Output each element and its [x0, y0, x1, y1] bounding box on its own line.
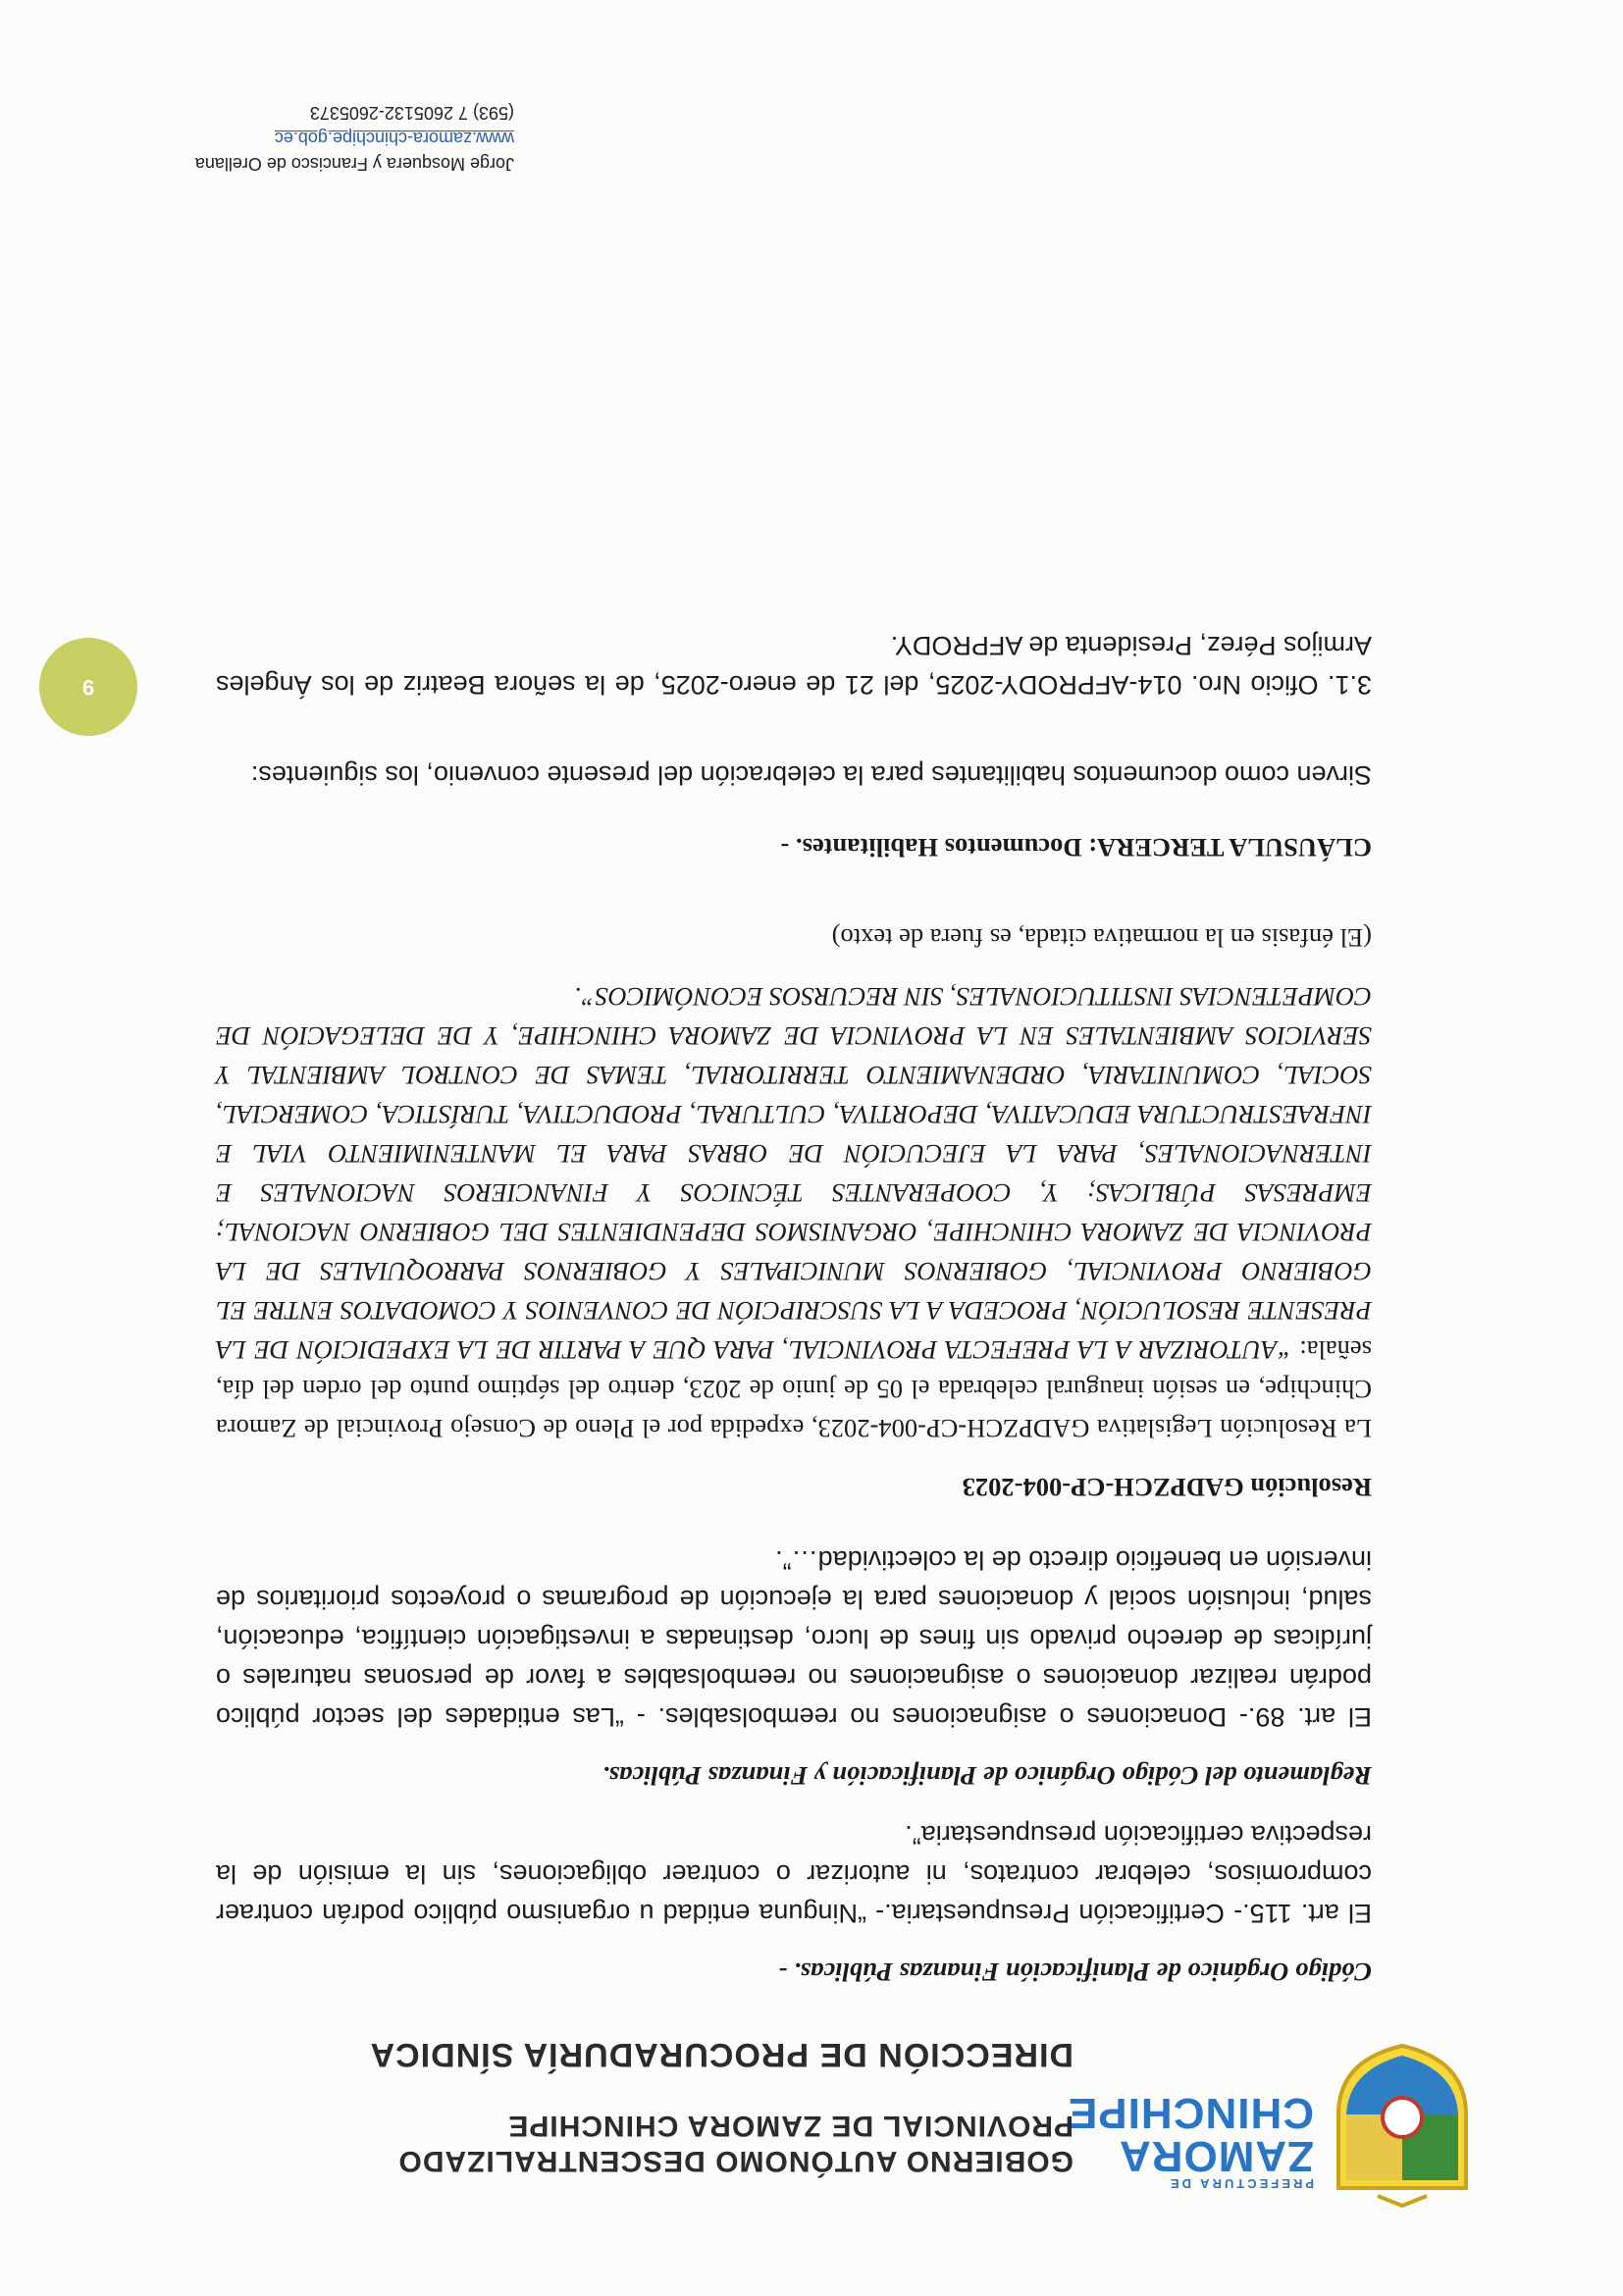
paragraph-resolucion [216, 977, 1372, 1448]
paragraph-documentos-habilitantes: Sirven como documentos habilitantes para la celebración del presente convenio, los siguientes: [250, 760, 1372, 790]
heading-reglamento: Reglamento del Código Orgánico de Planificación y Finanzas Públicas. [602, 1761, 1372, 1791]
heading-clausula-tercera: CLÁUSULA TERCERA: Documentos Habilitantes. - [780, 833, 1372, 862]
provincial-crest-icon [1329, 2041, 1476, 2208]
footer-address: Jorge Mosquera y Francisco de Orellana [194, 154, 514, 174]
heading-resolucion: Resolución GADPZCH-CP-004-2023 [962, 1473, 1372, 1502]
brand-prefix: PREFECTURA DE [1167, 2176, 1314, 2191]
brand-name-line1: ZAMORA [1118, 2132, 1314, 2180]
resolucion-quote: “AUTORIZAR A LA PREFECTA PROVINCIAL, PARA QUE A PARTIR DE LA EXPEDICIÓN DE LA PRESENTE RESOLUCIÓN, PROCEDA A LA SUSCRIPCIÓN DE CONVENIOS Y COMODATOS ENTRE EL GOBIERNO PROVINCIAL, GOBIERNOS MUNICIPALES Y GOBIERNOS PARROQUIALES DE LA PROVINCIA DE ZAMORA CHINCHIPE, ORGANISMOS DEPENDIENTES DEL GOBIERNO NACIONAL; EMPRESAS PÚBLICAS; Y, COOPERANTES TÉCNICOS Y FINANCIEROS NACIONALES E INTERNACIONALES, PARA LA EJECUCIÓN DE OBRAS PARA EL MANTENIMIENTO VIAL E INFRAESTRUCTURA EDUCATIVA, DEPORTIVA, CULTURAL, PRODUCTIVA, TURÍSTICA, COMERCIAL, SOCIAL, COMUNITARIA, ORDENAMIENTO TERRITORIAL, TEMAS DE CONTROL AMBIENTAL Y SERVICIOS AMBIENTALES EN LA PROVINCIA DE ZAMORA CHINCHIPE, Y DE DELEGACIÓN DE COMPETENCIAS INSTITUCIONALES, SIN RECURSOS ECONÓMICOS”. [216, 982, 1372, 1365]
resolucion-intro: La Resolución Legislativa GADPZCH-CP-004-2023, expedida por el Pleno de Consejo Provincial de Zamora Chinchipe, en sesión inaugural celebrada el 05 de junio de 2023, dentro del séptimo punto del orden del día, señala: [216, 1335, 1372, 1443]
department-name: DIRECCIÓN DE PROCURADURÍA SÍNDICA [369, 2036, 1073, 2073]
org-line-1: GOBIERNO AUTÓNOMO DESCENTRALIZADO [397, 2145, 1073, 2177]
paragraph-art-115: El art. 115.- Certificación Presupuestaria.- “Ninguna entidad u organismo público podrán contraer compromisos, celebrar contratos, ni autorizar o contraer obligaciones, sin la emisión de la respectiva certificación presupuestaria”. [216, 1820, 1372, 1928]
paragraph-oficio: 3.1. Oficio Nro. 014-AFPRODY-2025, del 21 de enero-2025, de la señora Beatriz de los Ángeles Armijos Pérez, Presidenta de AFPRODY. [216, 631, 1372, 700]
letterhead [122, 2021, 1476, 2218]
paragraph-art-89: El art. 89.- Donaciones o asignaciones no reembolsables. - “Las entidades del sector público podrán realizar donaciones o asignaciones no reembolsables a favor de personas naturales o jurídicas de derecho privado sin fines de lucro, destinadas a investigación científica, educación, salud, inclusión social y donaciones para la ejecución de programas o proyectos prioritarios de inversión en beneficio directo de la colectividad…”. [216, 1545, 1372, 1732]
footer-phone: (593) 7 2605132-2605373 [309, 103, 514, 123]
document-body [216, 626, 1372, 1992]
emphasis-note: (El énfasis en la normativa citada, es fuera de texto) [831, 923, 1372, 953]
brand-name-line2: CHINCHIPE [1067, 2089, 1314, 2137]
footer-contact [73, 100, 514, 177]
organization-name [131, 2035, 1073, 2178]
org-line-2: PROVINCIAL DE ZAMORA CHINCHIPE [507, 2110, 1073, 2142]
page-number-badge: 9 [39, 638, 137, 736]
footer-website-link[interactable]: www.zamora-chinchipe.gob.ec [274, 129, 514, 148]
heading-codigo-organico: Código Orgánico de Planificación Finanzas Públicas. - [778, 1957, 1372, 1987]
prefecture-brand [1067, 2089, 1314, 2191]
